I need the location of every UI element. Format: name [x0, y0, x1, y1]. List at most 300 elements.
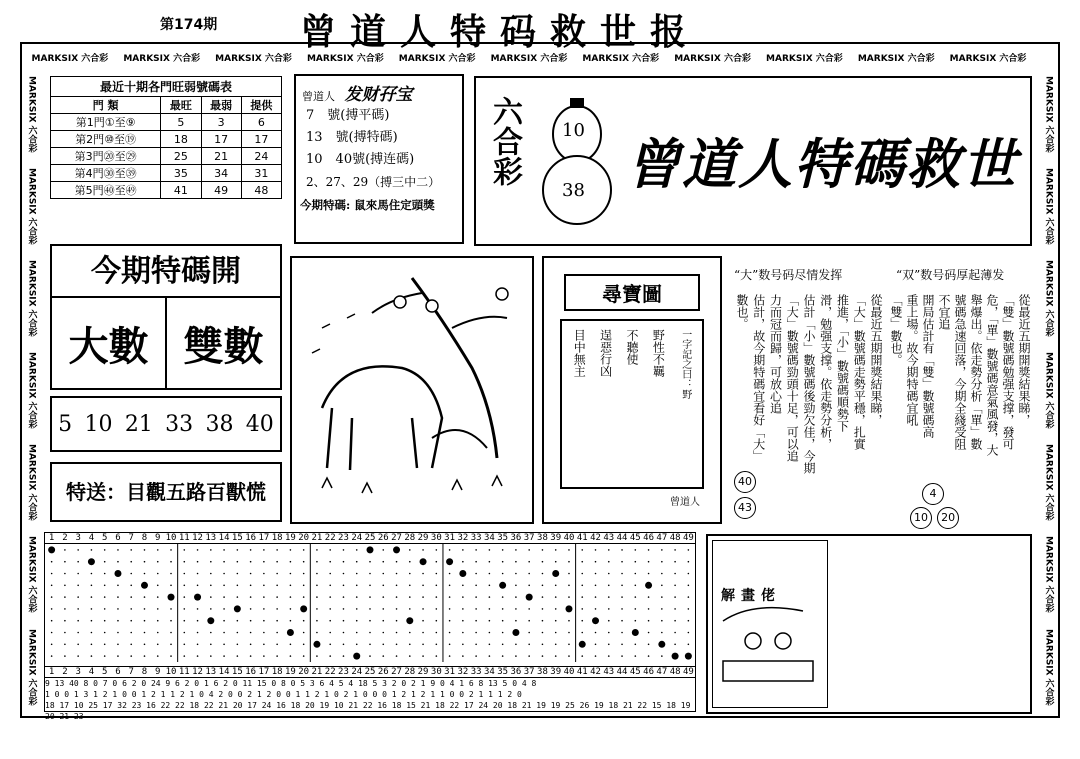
grid-col-label: 12: [192, 667, 203, 677]
grid-col-label: 41: [576, 667, 588, 677]
grid-dot: [635, 585, 637, 587]
grid-dot: [396, 585, 398, 587]
grid-dot: [489, 620, 491, 622]
grid-dot: [396, 644, 398, 646]
grid-dot: [290, 585, 292, 587]
grid-dot: [237, 596, 239, 598]
grid-col-label: 13: [205, 667, 217, 677]
grid-dot: [170, 620, 172, 622]
grid-mark: [420, 558, 427, 565]
grid-dot: [263, 549, 265, 551]
grid-dot: [303, 585, 305, 587]
grid-dot: [144, 549, 146, 551]
grid-dot: [688, 549, 690, 551]
grid-col-label: 29: [417, 533, 429, 543]
grid-dot: [343, 644, 345, 646]
grid-dot: [568, 573, 570, 575]
grid-dot: [409, 549, 411, 551]
circled-number: 43: [734, 497, 756, 519]
grid-dot: [263, 632, 265, 634]
grid-dot: [91, 644, 93, 646]
big-analysis: 從最近五期開獎結果睇， 「大」數號碼走勢平穩，扎實 推進，「小」數號碼順勢下 滑，勉强支撑。依走勢分析， 估計「小」數號碼後勁欠佳，今期 「大」數號碼勁頭十足，可以追 力而冠而歸，可放心追 估計，故今期特碼宜看好「大」 數也。: [735, 294, 883, 474]
grid-dot: [409, 596, 411, 598]
grid-col-label: 44: [616, 667, 628, 677]
grid-dot: [356, 644, 358, 646]
grid-dot: [250, 573, 252, 575]
grid-dot: [621, 573, 623, 575]
grid-dot: [515, 608, 517, 610]
grid-dot: [595, 549, 597, 551]
grid-dot: [223, 655, 225, 657]
grid-dot: [183, 632, 185, 634]
grid-dot: [688, 632, 690, 634]
grid-dot: [250, 608, 252, 610]
grid-dot: [449, 632, 451, 634]
grid-dot: [223, 561, 225, 563]
table-row: 第2門⑩至⑲ 18 17 17: [51, 131, 282, 148]
grid-dot: [343, 596, 345, 598]
grid-mark: [512, 629, 519, 636]
grid-dot: [382, 585, 384, 587]
grid-mark: [645, 582, 652, 589]
grid-dot: [674, 573, 676, 575]
grid-dot: [661, 549, 663, 551]
grid-dot: [396, 608, 398, 610]
grid-dot: [170, 632, 172, 634]
lucky-number: 33: [165, 411, 194, 437]
grid-col-label: 39: [550, 667, 562, 677]
grid-col-label: 6: [115, 533, 121, 543]
grid-dot: [502, 608, 504, 610]
grid-mark: [168, 594, 175, 601]
grid-mark: [207, 617, 214, 624]
grid-col-label: 32: [457, 533, 469, 543]
grid-dot: [303, 573, 305, 575]
grid-dot: [568, 596, 570, 598]
grid-dot: [462, 620, 464, 622]
grid-col-label: 10: [165, 533, 177, 543]
grid-dot: [91, 585, 93, 587]
grid-dot: [436, 573, 438, 575]
grid-dot: [422, 620, 424, 622]
grid-dot: [382, 573, 384, 575]
grid-dot: [475, 561, 477, 563]
grid-bottom-header: [45, 666, 695, 678]
table-row: 第5門㊵至㊾ 41 49 48: [51, 182, 282, 199]
grid-dot: [568, 632, 570, 634]
grid-col-label: 11: [178, 667, 190, 677]
grid-dot: [674, 585, 676, 587]
grid-dot: [276, 561, 278, 563]
grid-col-label: 15: [231, 667, 243, 677]
special-send-box: [50, 462, 282, 522]
grid-dot: [661, 632, 663, 634]
grid-dot: [382, 596, 384, 598]
treasure-map-box: [542, 256, 722, 524]
grid-dot: [542, 596, 544, 598]
grid-dot: [316, 549, 318, 551]
grid-dot: [449, 644, 451, 646]
grid-dot: [290, 608, 292, 610]
grid-dot: [396, 561, 398, 563]
grid-dot: [356, 620, 358, 622]
grid-dot: [157, 608, 159, 610]
grid-mark: [579, 641, 586, 648]
lucky-number: 5: [58, 411, 73, 437]
grid-dot: [104, 585, 106, 587]
grid-dot: [382, 632, 384, 634]
grid-dot: [409, 608, 411, 610]
grid-col-label: 20: [298, 533, 310, 543]
lucky-number: 40: [245, 411, 274, 437]
grid-dot: [250, 561, 252, 563]
grid-dot: [263, 620, 265, 622]
grid-col-label: 48: [669, 667, 681, 677]
grid-dot: [489, 608, 491, 610]
grid-col-label: 17: [258, 667, 270, 677]
grid-dot: [276, 644, 278, 646]
grid-col-label: 22: [324, 667, 336, 677]
grid-dot: [449, 573, 451, 575]
grid-dot: [144, 608, 146, 610]
grid-dot: [130, 655, 132, 657]
grid-dot: [635, 644, 637, 646]
grid-col-label: 9: [155, 533, 161, 543]
grid-dot: [581, 561, 583, 563]
grid-dot: [595, 585, 597, 587]
grid-col-label: 26: [377, 533, 389, 543]
grid-dot: [688, 596, 690, 598]
grid-dot: [436, 585, 438, 587]
grid-col-label: 37: [523, 533, 535, 543]
grid-mark: [300, 605, 307, 612]
grid-dot: [290, 620, 292, 622]
grid-dot: [356, 573, 358, 575]
big-title: “大”数号码尽情发挥: [734, 268, 843, 282]
grid-col-label: 15: [231, 533, 243, 543]
grid-dot: [462, 608, 464, 610]
grid-dot: [475, 608, 477, 610]
special-big: 大數: [52, 298, 167, 388]
grid-dot: [621, 632, 623, 634]
grid-dot: [263, 608, 265, 610]
grid-dot: [237, 620, 239, 622]
col-header: 最旺: [161, 97, 201, 114]
grid-col-label: 8: [141, 533, 148, 543]
grid-dot: [263, 585, 265, 587]
grid-dot: [581, 608, 583, 610]
grid-dot: [170, 655, 172, 657]
grid-dot: [502, 561, 504, 563]
grid-col-label: 16: [245, 533, 257, 543]
grid-dot: [661, 620, 663, 622]
comic-illustration: [713, 601, 827, 711]
grid-dot: [117, 585, 119, 587]
gourd-number-top: 10: [562, 120, 585, 141]
grid-dot: [210, 549, 212, 551]
tip-author: 曾道人: [302, 90, 335, 103]
grid-col-label: 10: [165, 667, 177, 677]
grid-col-label: 6: [115, 667, 121, 677]
tip-line: 13 號(搏特碼): [306, 130, 398, 145]
grid-dot: [674, 632, 676, 634]
grid-dot: [396, 596, 398, 598]
grid-col-label: 35: [497, 667, 509, 677]
grid-dot: [449, 585, 451, 587]
grid-dot: [661, 573, 663, 575]
grid-dot: [635, 549, 637, 551]
grid-dot: [329, 608, 331, 610]
grid-dot: [104, 596, 106, 598]
grid-col-label: 26: [377, 667, 389, 677]
grid-col-label: 22: [324, 533, 336, 543]
grid-col-label: 34: [483, 533, 495, 543]
grid-dot: [329, 549, 331, 551]
treasure-title: 尋寶圖: [564, 274, 700, 311]
grid-mark: [685, 653, 692, 660]
lucky-number: 10: [84, 411, 113, 437]
grid-dot: [237, 573, 239, 575]
grid-col-label: 14: [218, 533, 230, 543]
grid-col-label: 20: [298, 667, 310, 677]
grid-mark: [141, 582, 148, 589]
grid-mark: [459, 570, 466, 577]
numbers-box: [50, 396, 282, 452]
grid-col-label: 13: [205, 533, 217, 543]
grid-dot: [183, 561, 185, 563]
double-title: “双”数号码厚起薄发: [896, 268, 1005, 282]
grid-col-label: 1: [48, 533, 55, 543]
grid-plot: [45, 544, 695, 662]
grid-dot: [197, 549, 199, 551]
grid-dot: [688, 644, 690, 646]
grid-dot: [621, 608, 623, 610]
grid-dot: [276, 596, 278, 598]
grid-dot: [635, 608, 637, 610]
gourd-number-bottom: 38: [562, 180, 585, 201]
grid-dot: [237, 585, 239, 587]
grid-dot: [396, 573, 398, 575]
grid-col-label: 9: [155, 667, 161, 677]
grid-mark: [313, 641, 320, 648]
grid-dot: [369, 644, 371, 646]
grid-dot: [64, 644, 66, 646]
grid-dot: [130, 561, 132, 563]
grid-dot: [449, 596, 451, 598]
grid-dot: [489, 644, 491, 646]
grid-dot: [489, 655, 491, 657]
table-row: 第1門①至⑨ 5 3 6: [51, 114, 282, 131]
grid-dot: [648, 632, 650, 634]
masthead-title: 曾道人特码救世报: [300, 11, 701, 53]
grid-dot: [77, 549, 79, 551]
grid-dot: [608, 632, 610, 634]
grid-dot: [515, 644, 517, 646]
grid-dot: [183, 655, 185, 657]
grid-dot: [183, 549, 185, 551]
grid-dot: [436, 632, 438, 634]
grid-dot: [223, 596, 225, 598]
grid-dot: [581, 573, 583, 575]
grid-col-label: 14: [218, 667, 230, 677]
grid-dot: [51, 573, 53, 575]
grid-dot: [568, 561, 570, 563]
grid-dot: [170, 573, 172, 575]
grid-dot: [183, 585, 185, 587]
grid-dot: [237, 632, 239, 634]
grid-dot: [542, 549, 544, 551]
grid-dot: [661, 596, 663, 598]
grid-col-label: 30: [430, 533, 442, 543]
grid-col-label: 8: [141, 667, 148, 677]
grid-dot: [528, 655, 530, 657]
grid-dot: [475, 585, 477, 587]
grid-dot: [581, 655, 583, 657]
table-row: 第4門㉚至㊴ 35 34 31: [51, 165, 282, 182]
big-numbers: [734, 470, 756, 519]
grid-dot: [157, 561, 159, 563]
grid-dot: [77, 620, 79, 622]
special-open-title: 今期特碼開: [52, 246, 280, 298]
grid-dot: [183, 596, 185, 598]
grid-col-label: 30: [430, 667, 442, 677]
grid-dot: [595, 573, 597, 575]
grid-dot: [409, 644, 411, 646]
grid-dot: [223, 608, 225, 610]
grid-col-label: 12: [192, 533, 203, 543]
grid-dot: [462, 585, 464, 587]
grid-dot: [356, 549, 358, 551]
grid-data-row: 18 17 10 25 17 32 23 16 22 22 18 22 21 20 17 24 16 18 20 19 10 21 22 16 18 15 21 18 22 17 24 20 18 21 19 19 25 26 19 18 21 22 15 18 19 20 21 23: [45, 701, 691, 721]
grid-dot: [595, 596, 597, 598]
grid-dot: [303, 549, 305, 551]
tip-line: 2、27、29（搏三中二）: [306, 175, 441, 189]
grid-mark: [632, 629, 639, 636]
grid-dot: [515, 561, 517, 563]
grid-mark: [446, 558, 453, 565]
grid-dot: [648, 573, 650, 575]
grid-dot: [250, 644, 252, 646]
grid-dot: [581, 596, 583, 598]
grid-col-label: 35: [497, 533, 509, 543]
grid-dot: [542, 644, 544, 646]
grid-col-label: 40: [563, 533, 575, 543]
grid-dot: [409, 632, 411, 634]
grid-col-label: 2: [62, 667, 68, 677]
grid-dot: [77, 632, 79, 634]
grid-col-label: 49: [682, 667, 694, 677]
grid-dot: [263, 655, 265, 657]
grid-dot: [528, 573, 530, 575]
grid-dot: [515, 585, 517, 587]
grid-col-label: 7: [128, 667, 134, 677]
grid-dot: [316, 596, 318, 598]
grid-col-label: 3: [75, 533, 81, 543]
col-header: 最弱: [201, 97, 241, 114]
grid-dot: [157, 620, 159, 622]
grid-dot: [502, 596, 504, 598]
poem-col: 逞惡行凶: [598, 329, 613, 377]
grid-dot: [542, 561, 544, 563]
poem-col: 野性不羈: [651, 329, 666, 377]
grid-dot: [568, 620, 570, 622]
grid-dot: [356, 608, 358, 610]
grid-dot: [130, 585, 132, 587]
grid-dot: [303, 632, 305, 634]
grid-dot: [343, 573, 345, 575]
banner-slogan: 曾道人特碼救世: [626, 132, 1018, 196]
grid-dot: [343, 632, 345, 634]
grid-dot: [263, 561, 265, 563]
grid-dot: [117, 632, 119, 634]
grid-dot: [276, 549, 278, 551]
grid-dot: [568, 549, 570, 551]
grid-col-label: 33: [470, 667, 482, 677]
grid-dot: [130, 573, 132, 575]
hot-table-box: [50, 76, 282, 197]
grid-col-label: 41: [576, 533, 588, 543]
grid-dot: [64, 655, 66, 657]
grid-dot: [144, 573, 146, 575]
grid-col-label: 21: [311, 533, 323, 543]
grid-dot: [382, 620, 384, 622]
grid-dot: [343, 655, 345, 657]
grid-dot: [77, 655, 79, 657]
grid-dot: [64, 573, 66, 575]
grid-dot: [542, 620, 544, 622]
grid-dot: [329, 596, 331, 598]
grid-dot: [382, 549, 384, 551]
grid-dot: [144, 644, 146, 646]
grid-dot: [648, 655, 650, 657]
grid-dot: [197, 573, 199, 575]
double-numbers: [910, 482, 959, 529]
grid-dot: [104, 549, 106, 551]
grid-dot: [528, 549, 530, 551]
grid-dot: [449, 655, 451, 657]
grid-dot: [77, 644, 79, 646]
grid-dot: [688, 608, 690, 610]
grid-mark: [234, 605, 241, 612]
grid-col-label: 40: [563, 667, 575, 677]
grid-dot: [130, 596, 132, 598]
grid-dot: [210, 561, 212, 563]
grid-dot: [343, 585, 345, 587]
grid-dot: [276, 632, 278, 634]
grid-dot: [316, 573, 318, 575]
grid-dot: [210, 573, 212, 575]
grid-dot: [422, 632, 424, 634]
grid-dot: [64, 632, 66, 634]
grid-dot: [237, 561, 239, 563]
grid-dot: [462, 632, 464, 634]
grid-dot: [489, 573, 491, 575]
grid-dot: [197, 620, 199, 622]
grid-dot: [595, 561, 597, 563]
grid-dot: [489, 596, 491, 598]
grid-dot: [210, 644, 212, 646]
grid-dot: [475, 644, 477, 646]
grid-dot: [329, 620, 331, 622]
grid-dot: [369, 561, 371, 563]
grid-dot: [502, 573, 504, 575]
grid-col-label: 47: [656, 533, 668, 543]
grid-dot: [303, 561, 305, 563]
grid-dot: [276, 655, 278, 657]
grid-dot: [555, 620, 557, 622]
grid-dot: [674, 561, 676, 563]
grid-dot: [528, 620, 530, 622]
